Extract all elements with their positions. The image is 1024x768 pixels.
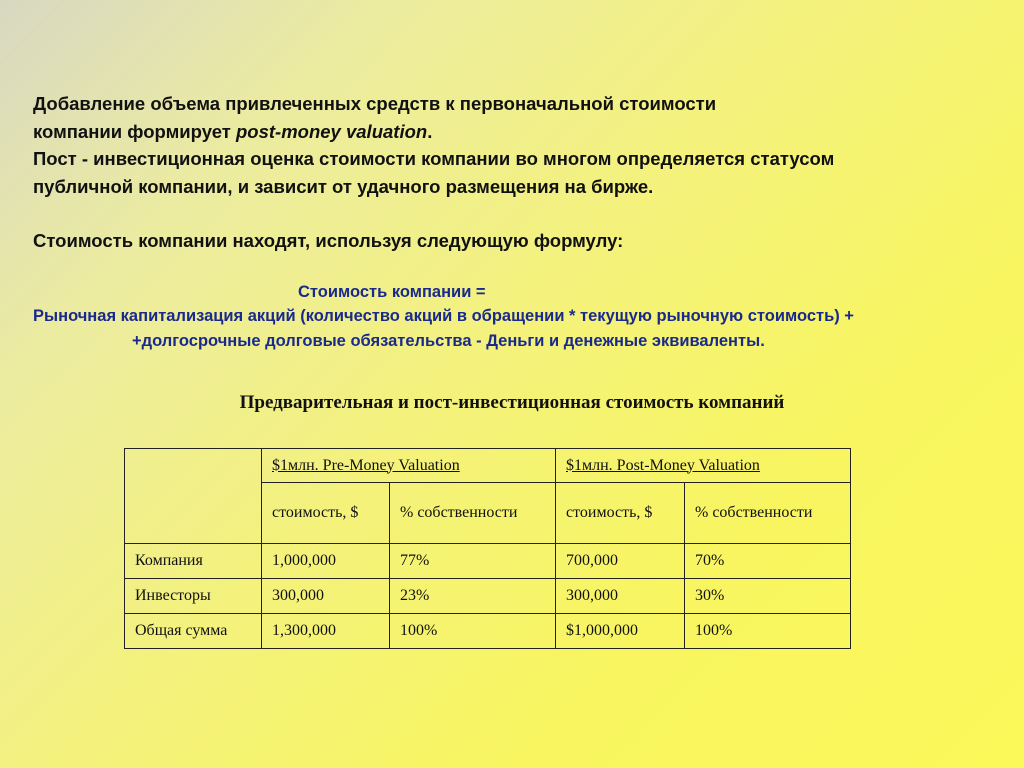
table-cell: 700,000: [556, 544, 685, 579]
table-cell: 300,000: [556, 579, 685, 614]
formula-line-1: Стоимость компании =: [298, 283, 486, 301]
formula-intro: Стоимость компании находят, используя следующую формулу:: [33, 230, 624, 251]
intro-line-3: Пост - инвестиционная оценка стоимости компании во многом определяется статусом: [33, 148, 835, 169]
post-money-header: [556, 449, 851, 483]
post-money-term: post-money valuation: [236, 120, 428, 142]
pre-money-header-label: $1млн. Pre-Money Valuation: [272, 456, 460, 474]
intro-line-2: [33, 118, 1023, 146]
table-cell: 100%: [685, 614, 851, 649]
table-cell: 70%: [685, 544, 851, 579]
table-cell: 100%: [390, 614, 556, 649]
intro-text: [33, 90, 1023, 255]
table-header-row: [125, 449, 851, 483]
intro-line-4: публичной компании, и зависит от удачного размещения на бирже.: [33, 175, 654, 197]
formula-line-3: +долгосрочные долговые обязательства - Деньги и денежные эквиваленты.: [132, 332, 765, 350]
table-row: [125, 544, 851, 579]
post-money-header-label: $1млн. Post-Money Valuation: [566, 456, 760, 474]
intro-line-1: Добавление объема привлеченных средств к первоначальной стоимости: [33, 93, 717, 114]
table-caption: Предварительная и пост-инвестиционная стоимость компаний: [239, 392, 785, 413]
empty-corner-cell: [125, 449, 262, 544]
table-cell: $1,000,000: [556, 614, 685, 649]
table-cell: 77%: [390, 544, 556, 579]
subheader-cell: стоимость, $: [556, 483, 685, 544]
table-row: [125, 579, 851, 614]
row-label: Инвесторы: [125, 579, 262, 614]
row-label: Компания: [125, 544, 262, 579]
intro-line-2-start: компании формирует: [33, 120, 236, 142]
table-cell: 300,000: [262, 579, 390, 614]
table-row: [125, 614, 851, 649]
pre-money-header: [262, 449, 556, 483]
table-cell: 23%: [390, 579, 556, 614]
valuation-table: [124, 448, 851, 649]
table-cell: 1,000,000: [262, 544, 390, 579]
formula-line-2: Рыночная капитализация акций (количество акций в обращении * текущую рыночную стоимость) +: [33, 307, 854, 325]
table-cell: 1,300,000: [262, 614, 390, 649]
table-cell: 30%: [685, 579, 851, 614]
subheader-cell: % собственности: [390, 483, 556, 544]
subheader-cell: % собственности: [685, 483, 851, 544]
subheader-cell: стоимость, $: [262, 483, 390, 544]
intro-line-2-end: .: [427, 120, 433, 142]
row-label: Общая сумма: [125, 614, 262, 649]
